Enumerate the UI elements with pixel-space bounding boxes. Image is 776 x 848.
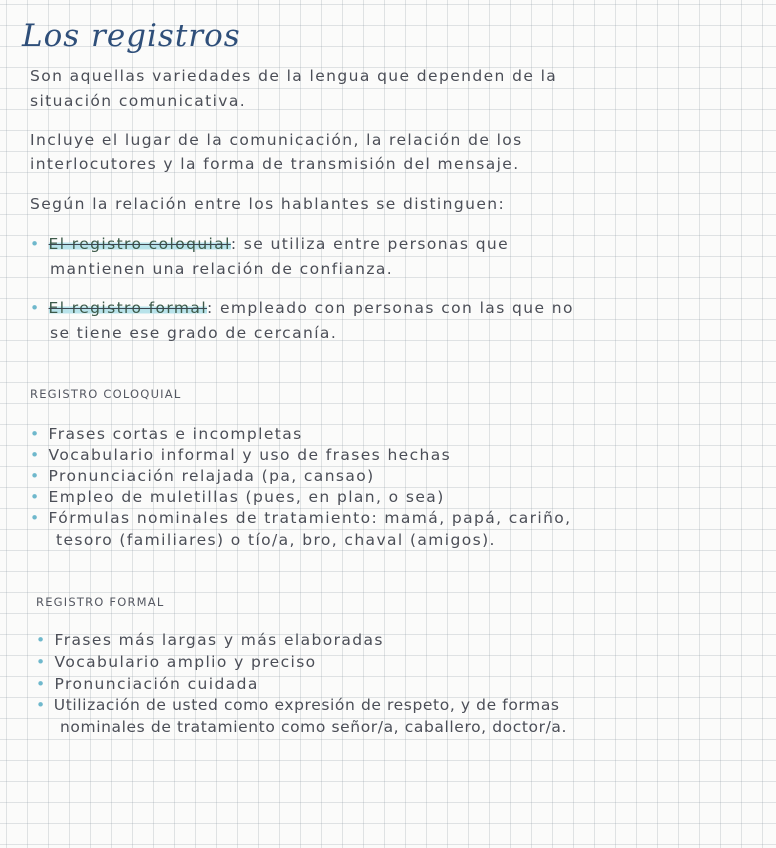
intro-line-3: Incluye el lugar de la comunicación, la relación de los: [30, 131, 523, 149]
type-coloquial-line-2: mantienen una relación de confianza.: [50, 260, 394, 278]
type-coloquial-desc: : se utiliza entre personas que: [230, 235, 510, 253]
list-item: • Utilización de usted como expresión de respeto, y de formas: [36, 696, 560, 714]
list-item: • Frases cortas e incompletas: [30, 425, 303, 443]
coloquial-heading: REGISTRO COLOQUIAL: [30, 387, 182, 401]
bullet-dot: •: [30, 467, 41, 485]
type-coloquial: [30, 235, 509, 253]
list-item: • Pronunciación relajada (pa, cansao): [30, 467, 375, 485]
bullet-dot: •: [30, 235, 41, 253]
bullet-dot: •: [30, 488, 41, 506]
list-item: • Empleo de muletillas (pues, en plan, o sea): [30, 488, 445, 506]
bullet-dot: •: [36, 696, 46, 714]
type-formal-desc: : empleado con personas con las que no: [207, 299, 574, 317]
type-formal-line-2: se tiene ese grado de cercanía.: [50, 324, 338, 342]
bullet-dot: •: [36, 653, 47, 671]
bullet-dot: •: [30, 509, 41, 527]
formal-heading: REGISTRO FORMAL: [36, 595, 165, 609]
intro-line-2: situación comunicativa.: [30, 92, 247, 110]
list-item: • Vocabulario amplio y preciso: [36, 653, 317, 671]
list-item: • Frases más largas y más elaboradas: [36, 631, 384, 649]
bullet-dot: •: [36, 631, 47, 649]
list-item: • Pronunciación cuidada: [36, 675, 259, 693]
list-item-continuation: tesoro (familiares) o tío/a, bro, chaval (amigos).: [56, 531, 496, 549]
list-item-continuation: nominales de tratamiento como señor/a, caballero, doctor/a.: [60, 718, 568, 736]
intro-line-4: interlocutores y la forma de transmisión del mensaje.: [30, 155, 520, 173]
type-coloquial-term: El registro coloquial: [48, 235, 231, 253]
page-title: Los registros: [22, 18, 241, 54]
bullet-dot: •: [30, 299, 41, 317]
type-formal-term: El registro formal: [48, 299, 208, 317]
bullet-dot: •: [30, 446, 41, 464]
intro-line-5: Según la relación entre los hablantes se distinguen:: [30, 195, 506, 213]
list-item: • Vocabulario informal y uso de frases hechas: [30, 446, 452, 464]
bullet-dot: •: [30, 425, 41, 443]
type-formal: [30, 299, 574, 317]
intro-line-1: Son aquellas variedades de la lengua que dependen de la: [30, 67, 558, 85]
bullet-dot: •: [36, 675, 47, 693]
list-item: • Fórmulas nominales de tratamiento: mamá, papá, cariño,: [30, 509, 572, 527]
